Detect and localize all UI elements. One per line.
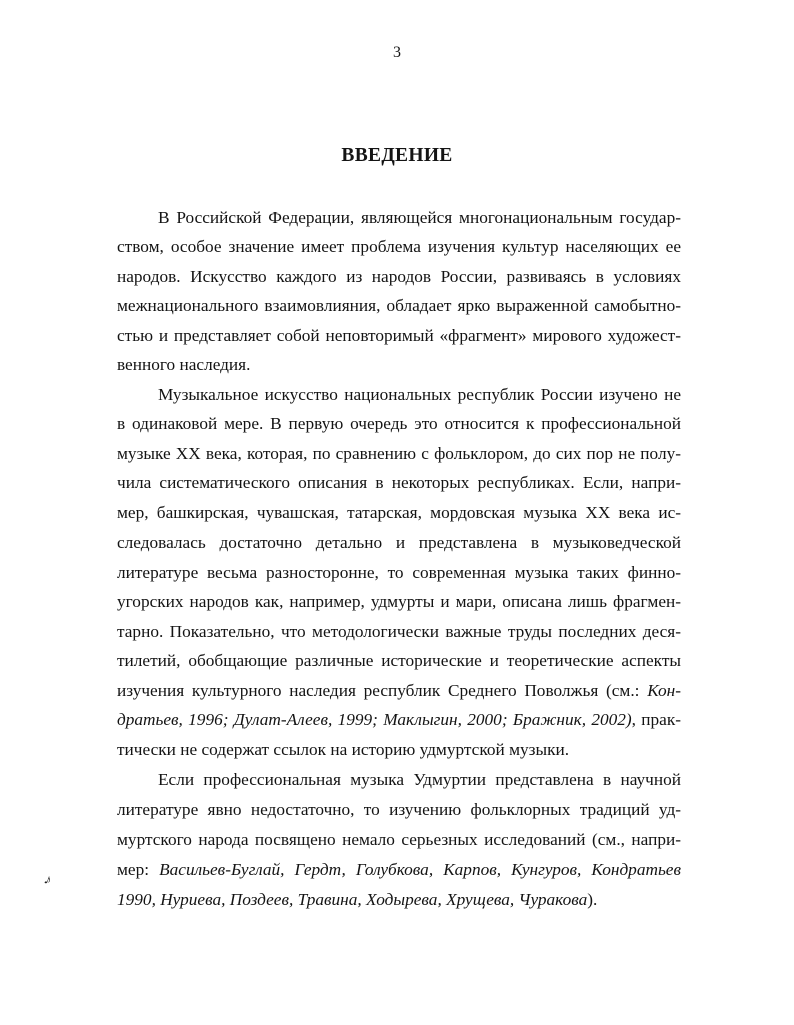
text-line (117, 890, 681, 920)
text-line: тилетий, обобщающие различные исторические и теоретические аспекты (117, 651, 681, 670)
text-line: стью и представляет собой неповторимый «фрагмент» мирового художест- (117, 326, 681, 345)
citation-italic: дратьев, 1996; Дулат-Алеев, 1999; Маклыгин, 2000; Бражник, 2002) (117, 710, 632, 729)
text-line: ством, особое значение имеет проблема изучения культур населяющих ее (117, 237, 681, 256)
text-run: ). (587, 890, 598, 909)
text-line: Музыкальное искусство национальных республик России изучено не (158, 385, 681, 404)
text-line: литературе явно недостаточно, то изучению фольклорных традиций уд- (117, 800, 681, 819)
text-line: музыке XX века, которая, по сравнению с фольклором, до сих пор не полу- (117, 444, 681, 463)
margin-mark-icon: ♪ (41, 872, 54, 889)
text-line: межнационального взаимовлияния, обладает ярко выраженной самобытно- (117, 296, 681, 315)
citation-italic: Васильев-Буглай, Гердт, Голубкова, Карпов, Кунгуров, Кондратьев (159, 860, 681, 879)
text-line (117, 681, 681, 711)
page-number: 3 (393, 44, 401, 61)
text-line: муртского народа посвящено немало серьезных исследований (см., напри- (117, 830, 681, 849)
citation-italic: 1990, Нуриева, Поздеев, Травина, Ходырева, Хрущева, Чуракова (117, 890, 588, 909)
text-line: в одинаковой мере. В первую очередь это относится к профессиональной (117, 414, 681, 433)
text-line: мер, башкирская, чувашская, татарская, мордовская музыка XX века ис- (117, 503, 681, 522)
text-line: венного наследия. (117, 355, 251, 374)
text-run: мер: (117, 860, 150, 879)
text-line: чила систематического описания в некоторых республиках. Если, напри- (117, 473, 681, 492)
text-line: тарно. Показательно, что методологически важные труды последних деся- (117, 622, 681, 641)
text-line: литературе весьма разносторонне, то современная музыка таких финно- (117, 563, 681, 582)
text-line (117, 710, 681, 740)
text-line: тически не содержат ссылок на историю удмуртской музыки. (117, 740, 570, 759)
text-line: Если профессиональная музыка Удмуртии представлена в научной (158, 770, 681, 789)
page-title: ВВЕДЕНИЕ (341, 145, 453, 166)
text-line (117, 860, 681, 890)
text-line: В Российской Федерации, являющейся многонациональным государ- (158, 208, 681, 227)
text-line: следовалась достаточно детально и представлена в музыковедческой (117, 533, 681, 552)
text-line: народов. Искусство каждого из народов России, развиваясь в условиях (117, 267, 681, 286)
text-line: угорских народов как, например, удмурты и мари, описана лишь фрагмен- (117, 592, 681, 611)
citation-italic: Кон- (647, 681, 681, 700)
text-run: , прак- (631, 710, 682, 729)
text-run: изучения культурного наследия республик Среднего Поволжья (см.: (117, 681, 640, 700)
